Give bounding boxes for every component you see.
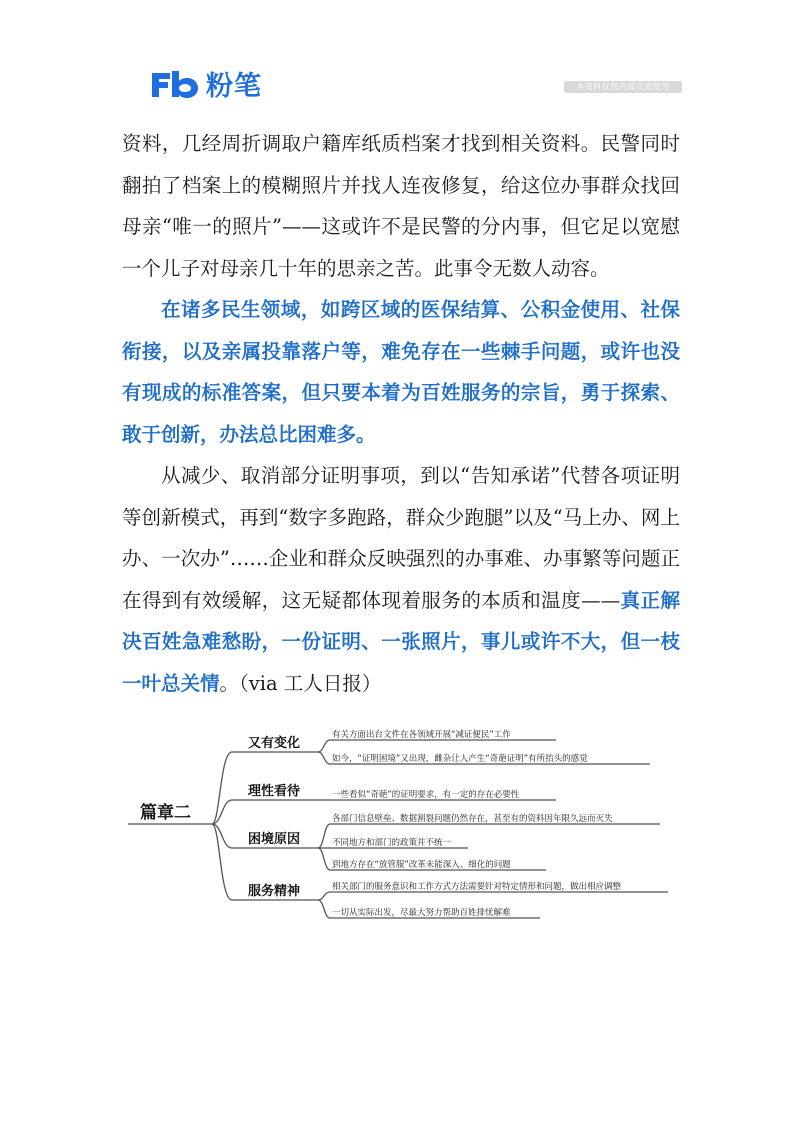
mind-map [120, 712, 680, 932]
paragraph-2-highlight: 在诸多民生领域，如跨区域的医保结算、公积金使用、社保衔接，以及亲属投靠落户等，难免存在一些棘手问题，或许也没有现成的标准答案，但只要本着为百姓服务的宗旨，勇于探索、敢于创新，办法总比困难多。 [122, 298, 680, 446]
mind-map-root: 篇章二 [140, 803, 191, 823]
fb-logo-icon [150, 67, 200, 101]
branch-label: 又有变化 [248, 736, 301, 751]
mind-map-svg [120, 712, 680, 932]
logo-text: 粉笔 [206, 71, 262, 102]
leaf-text: 一些看似“奇葩”的证明要求，有一定的存在必要性 [332, 790, 520, 800]
leaf-text: 有关方面出台文件在各领域开展“减证便民”工作 [332, 730, 511, 740]
fenbi-logo [150, 64, 262, 103]
leaf-text: 到地方存在“放管服”改革未能深入、细化的问题 [332, 860, 511, 870]
leaf-text: 如今，“证明困境”又出现，雌杂让人产生“奇葩证明”有所抬头的感觉 [332, 754, 588, 764]
branch-label: 理性看待 [248, 784, 301, 799]
page-header [0, 0, 800, 110]
paragraph-3-tail: 。（via 工人日报） [219, 671, 382, 695]
leaf-text: 各部门信息壁垒、数据割裂问题仍然存在，甚至有的资料因年限久远而灭失 [332, 814, 613, 824]
branch-label: 困境原因 [248, 832, 301, 847]
paragraph-3-text: 从减少、取消部分证明事项，到以“告知承诺”代替各项证明等创新模式，再到“数字多跑路，群众少跑腿”以及“马上办、网上办、一次办”……企业和群众反映强烈的办事难、办事繁等问题正在得到有效缓解，这无疑都体现着服务的本质和温度—— [122, 464, 680, 612]
branch-label: 服务精神 [248, 884, 301, 899]
leaf-text: 相关部门的服务意识和工作方式方法需要针对特定情形和问题，做出相应调整 [332, 882, 622, 892]
internal-use-watermark: 本资料仅供内部交流使用 [564, 81, 682, 93]
paragraph-1: 资料，几经周折调取户籍库纸质档案才找到相关资料。民警同时翻拍了档案上的模糊照片并找人连夜修复，给这位办事群众找回母亲“唯一的照片”——这或许不是民警的分内事，但它足以宽慰一个儿子对母亲几十年的思亲之苦。此事令无数人动容。 [122, 132, 680, 280]
paragraph-3-highlight: 真正解决百姓急难愁盼，一份证明、一张照片，事儿或许不大，但一枝一叶总关情 [122, 588, 680, 695]
paragraph-3 [122, 455, 680, 704]
leaf-text: 不同地方和部门的政策并不统一 [332, 838, 452, 848]
leaf-text: 一切从实际出发，尽最大努力帮助百姓排忧解难 [332, 908, 511, 918]
article-body [122, 123, 680, 704]
